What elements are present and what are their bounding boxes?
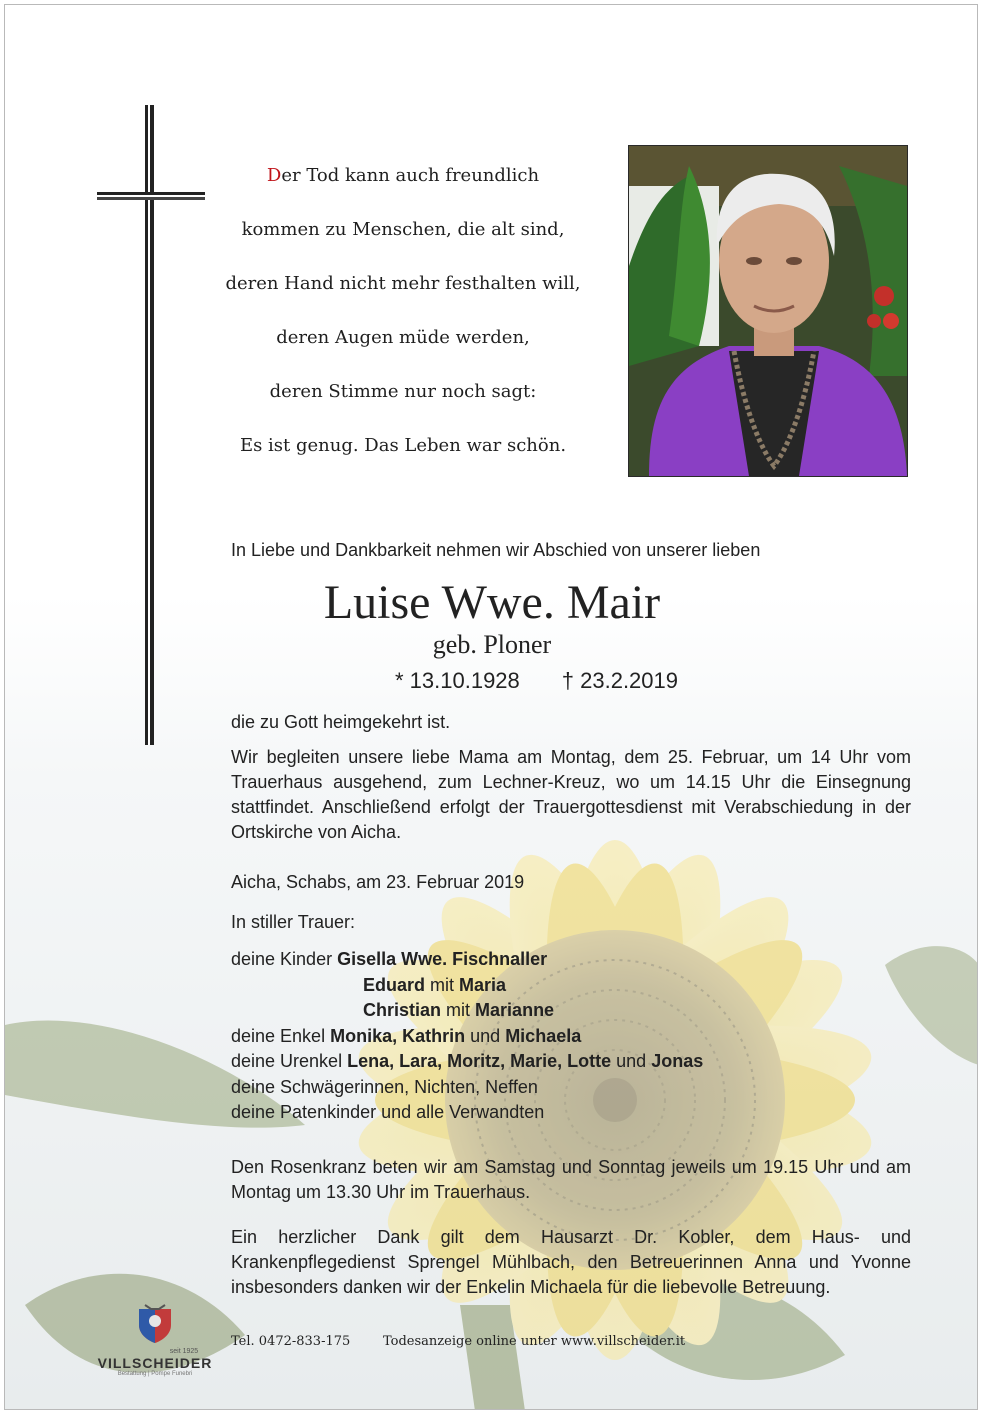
life-dates <box>395 668 678 694</box>
mourners-list <box>231 947 703 1126</box>
cross-horizontal-bar <box>97 192 205 197</box>
logo-name: VILLSCHEIDER <box>97 1355 213 1371</box>
obituary-card <box>4 4 978 1410</box>
list-item: deine Urenkel Lena, Lara, Moritz, Marie, Lotte und Jonas <box>231 1051 704 1071</box>
list-item: deine Patenkinder und alle Verwandten <box>231 1102 545 1122</box>
rosary-info: Den Rosenkranz beten wir am Samstag und Sonntag jeweils um 19.15 Uhr und am Montag um 13.30 Uhr im Trauerhaus. <box>231 1157 911 1202</box>
poem-line: deren Hand nicht mehr festhalten will, <box>225 273 581 294</box>
poem-line: deren Augen müde werden, <box>276 327 530 348</box>
poem-line: kommen zu Menschen, die alt sind, <box>241 219 565 240</box>
coat-of-arms-icon <box>131 1303 179 1343</box>
list-item: deine Enkel Monika, Kathrin und Michaela <box>231 1025 582 1046</box>
funeral-info: Wir begleiten unsere liebe Mama am Montag, dem 25. Februar, um 14 Uhr vom Trauerhaus ausgehend, zum Lechner-Kreuz, wo um 14.15 Uhr die Einsegnung stattfindet. Anschließend erfolgt der Trauergottesdienst mit Verabschiedung in der Ortskirche von Aicha. <box>231 747 911 842</box>
place-date: Aicha, Schabs, am 23. Februar 2019 <box>231 872 525 892</box>
poem-line: deren Stimme nur noch sagt: <box>269 381 537 402</box>
logo-subtitle: Bestattung | Pompe Funebri <box>117 1371 193 1377</box>
footer-online-link[interactable]: Todesanzeige online unter www.villscheider.it <box>383 1334 686 1349</box>
poem <box>203 155 603 479</box>
list-item: deine Schwägerinnen, Nichten, Neffen <box>231 1076 538 1097</box>
gone-home-text: die zu Gott heimgekehrt ist. <box>231 712 451 732</box>
list-item: Eduard mit Maria <box>363 974 507 995</box>
poem-initial: D <box>266 165 282 186</box>
logo-since: seit 1925 <box>169 1348 199 1355</box>
thanks-text: Ein herzlicher Dank gilt dem Hausarzt Dr. Kobler, dem Haus- und Krankenpflegedienst Sprengel Mühlbach, den Betreuerinnen Anna und Yvonne insbesonders danken wir der Enkelin Michaela für die liebevolle Betreuung. <box>231 1227 911 1297</box>
maiden-name: geb. Ploner <box>432 630 552 659</box>
death-date: † 23.2.2019 <box>561 668 679 693</box>
poem-line: Es ist genug. Das Leben war schön. <box>239 435 567 456</box>
list-item: deine Kinder Gisella Wwe. Fischnaller <box>231 949 548 969</box>
mourning-label: In stiller Trauer: <box>231 912 356 932</box>
intro-text: In Liebe und Dankbarkeit nehmen wir Abschied von unserer lieben <box>231 540 761 560</box>
poem-line <box>203 155 603 209</box>
funeral-home-logo <box>95 1303 215 1377</box>
footer-phone: Tel. 0472-833-175 <box>231 1334 351 1349</box>
deceased-name: Luise Wwe. Mair <box>323 576 661 629</box>
portrait-photo <box>628 145 908 477</box>
birth-date: * 13.10.1928 <box>395 668 520 693</box>
list-item: Christian mit Marianne <box>363 1000 555 1020</box>
poem-first-line: er Tod kann auch freundlich <box>281 165 540 186</box>
